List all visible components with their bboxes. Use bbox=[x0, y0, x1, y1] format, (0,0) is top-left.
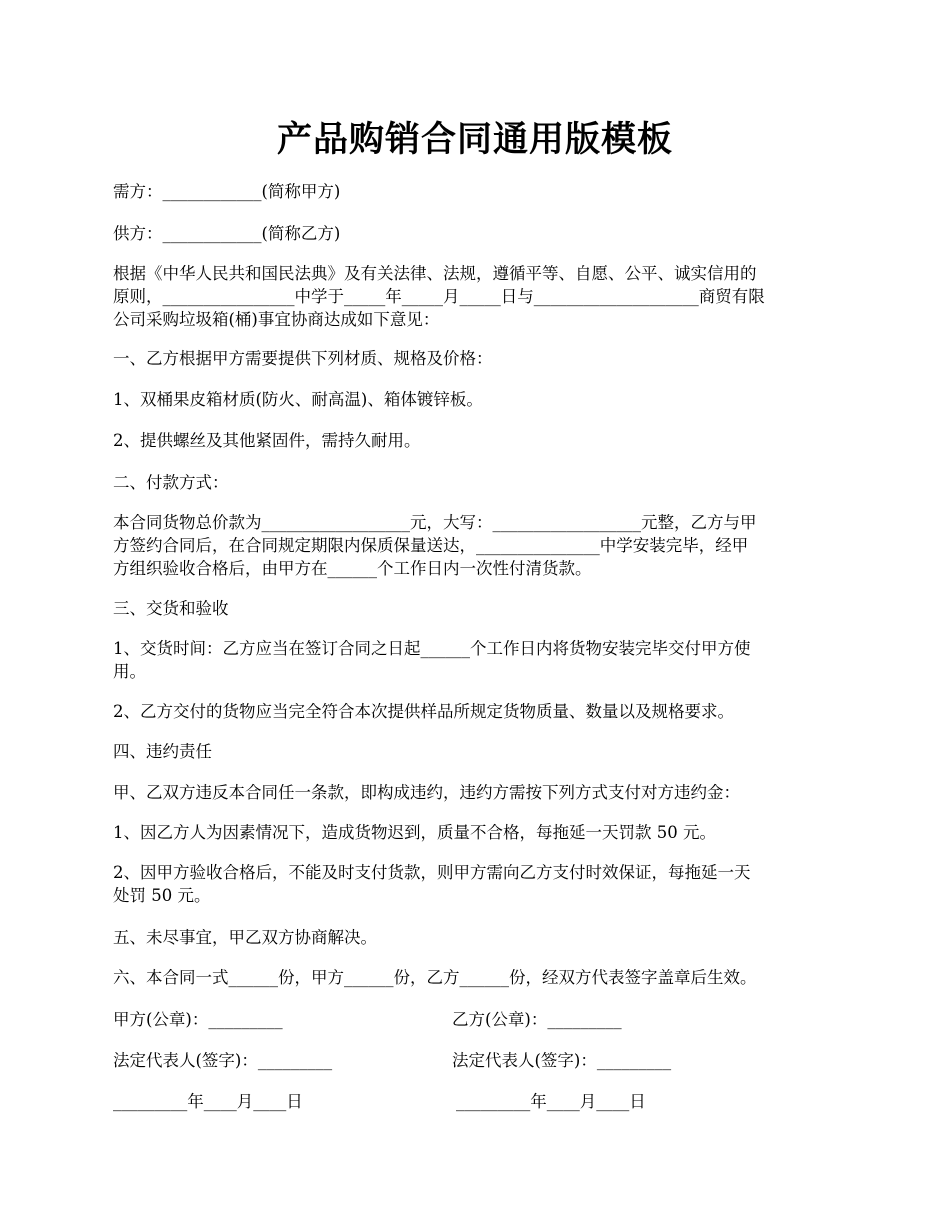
payment-line-2: 方签约合同后，在合同规定期限内保质保量送达，_______________中学安装完毕，经甲 bbox=[113, 536, 749, 555]
party-a-date: _________年____月____日 bbox=[113, 1092, 303, 1111]
party-a-seal: 甲方(公章)：_________ bbox=[113, 1010, 283, 1029]
breach-item-1: 1、因乙方人为因素情况下，造成货物迟到，质量不合格，每拖延一天罚款 50 元。 bbox=[113, 823, 716, 842]
document-title: 产品购销合同通用版模板 bbox=[276, 119, 673, 160]
section-1-heading: 一、乙方根据甲方需要提供下列材质、规格及价格： bbox=[113, 349, 493, 368]
section-3-heading: 三、交货和验收 bbox=[113, 599, 229, 618]
breach-item-2-line-2: 处罚 50 元。 bbox=[113, 886, 211, 905]
delivery-item-2: 2、乙方交付的货物应当完全符合本次提供样品所规定货物质量、数量以及规格要求。 bbox=[113, 702, 734, 721]
preamble-line-2: 原则，________________中学于_____年_____月_____日与____________________商贸有限 bbox=[113, 287, 765, 306]
delivery-line-2: 用。 bbox=[113, 662, 146, 681]
party-b-representative: 法定代表人(签字)：_________ bbox=[452, 1051, 672, 1070]
party-a-representative: 法定代表人(签字)：_________ bbox=[113, 1051, 333, 1070]
breach-intro: 甲、乙双方违反本合同任一条款，即构成违约，违约方需按下列方式支付对方违约金： bbox=[113, 783, 740, 802]
payment-line-3: 方组织验收合格后，由甲方在______个工作日内一次性付清货款。 bbox=[113, 559, 592, 578]
section-4-heading: 四、违约责任 bbox=[113, 742, 212, 761]
supplier-line: 供方：____________(简称乙方) bbox=[113, 224, 341, 243]
preamble-line-1: 根据《中华人民共和国民法典》及有关法律、法规，遵循平等、自愿、公平、诚实信用的 bbox=[113, 264, 757, 283]
delivery-line-1: 1、交货时间：乙方应当在签订合同之日起______个工作日内将货物安装完毕交付甲方使 bbox=[113, 639, 751, 658]
section-1-item-2: 2、提供螺丝及其他紧固件，需持久耐用。 bbox=[113, 431, 421, 450]
payment-line-1: 本合同货物总价款为__________________元，大写：__________________元整，乙方与甲 bbox=[113, 513, 757, 532]
section-1-item-1: 1、双桶果皮箱材质(防火、耐高温)、箱体镀锌板。 bbox=[113, 390, 483, 409]
section-6: 六、本合同一式______份，甲方______份，乙方______份，经双方代表签字盖章后生效。 bbox=[113, 968, 757, 987]
buyer-line: 需方：____________(简称甲方) bbox=[113, 182, 341, 201]
party-b-seal: 乙方(公章)：_________ bbox=[452, 1010, 622, 1029]
preamble-line-3: 公司采购垃圾箱(桶)事宜协商达成如下意见： bbox=[113, 310, 440, 329]
breach-item-2-line-1: 2、因甲方验收合格后，不能及时支付货款，则甲方需向乙方支付时效保证，每拖延一天 bbox=[113, 863, 751, 882]
party-b-date: _________年____月____日 bbox=[456, 1092, 646, 1111]
section-2-heading: 二、付款方式： bbox=[113, 473, 229, 492]
section-5: 五、未尽事宜，甲乙双方协商解决。 bbox=[113, 928, 377, 947]
